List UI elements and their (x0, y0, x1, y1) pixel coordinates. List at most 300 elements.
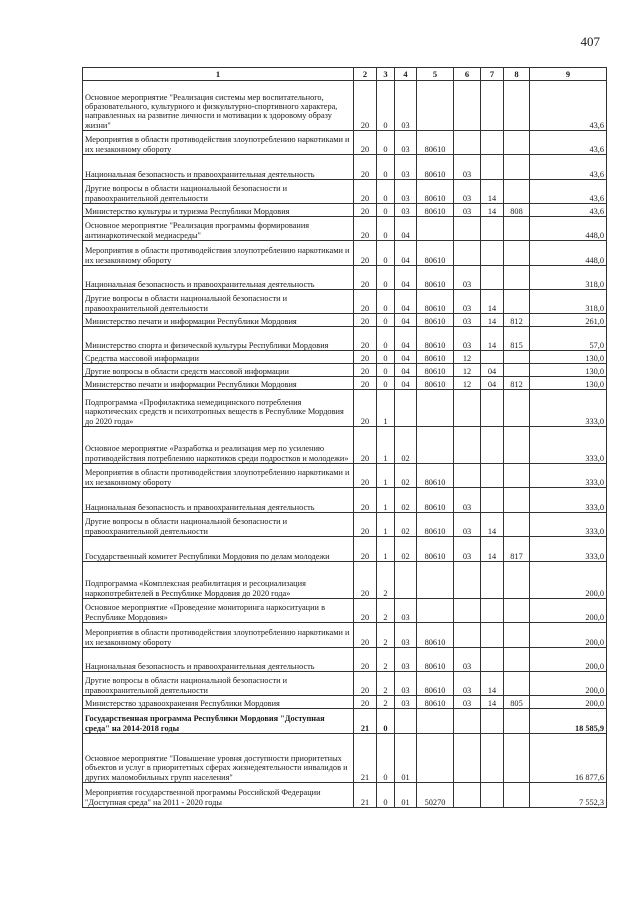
row-sum-cell: 7 552,3 (530, 783, 607, 808)
row-code-cell: 21 (354, 709, 377, 734)
row-code-cell: 805 (504, 696, 530, 709)
table-row (83, 290, 607, 314)
row-sum-cell: 318,0 (530, 290, 607, 314)
row-name-cell: Другие вопросы в области национальной безопасности и правоохранительной деятельности (83, 513, 354, 537)
row-sum-cell: 333,0 (530, 427, 607, 464)
row-code-cell: 02 (395, 464, 417, 488)
row-code-cell: 2 (377, 672, 395, 696)
row-code-cell: 0 (377, 314, 395, 327)
row-code-cell (395, 562, 417, 599)
row-sum-cell: 200,0 (530, 562, 607, 599)
row-code-cell: 04 (395, 364, 417, 377)
row-code-cell: 03 (454, 513, 481, 537)
row-code-cell: 817 (504, 537, 530, 562)
row-code-cell: 20 (354, 327, 377, 351)
row-code-cell (417, 427, 454, 464)
row-code-cell (454, 390, 481, 427)
row-name-cell: Мероприятия в области противодействия злоупотреблению наркотиками и их незаконному обороту (83, 241, 354, 266)
row-code-cell: 0 (377, 204, 395, 217)
row-code-cell (481, 464, 504, 488)
row-code-cell: 80610 (417, 623, 454, 648)
row-code-cell: 04 (395, 241, 417, 266)
row-code-cell: 04 (395, 290, 417, 314)
row-code-cell: 80610 (417, 327, 454, 351)
table-row (83, 464, 607, 488)
row-code-cell (454, 709, 481, 734)
table-row (83, 537, 607, 562)
row-code-cell: 02 (395, 537, 417, 562)
row-code-cell: 0 (377, 180, 395, 204)
table-row (83, 696, 607, 709)
row-code-cell: 01 (395, 734, 417, 783)
row-code-cell: 02 (395, 427, 417, 464)
row-code-cell: 20 (354, 696, 377, 709)
row-sum-cell: 130,0 (530, 351, 607, 364)
row-code-cell (417, 390, 454, 427)
row-code-cell: 20 (354, 81, 377, 131)
row-code-cell (481, 623, 504, 648)
row-code-cell (504, 648, 530, 672)
row-code-cell: 20 (354, 427, 377, 464)
table-row (83, 672, 607, 696)
column-header-9: 9 (530, 68, 607, 81)
row-code-cell: 80610 (417, 351, 454, 364)
row-sum-cell: 200,0 (530, 648, 607, 672)
table-row (83, 204, 607, 217)
row-code-cell (417, 709, 454, 734)
row-name-cell: Мероприятия в области противодействия злоупотреблению наркотиками и их незаконному обороту (83, 623, 354, 648)
row-name-cell: Средства массовой информации (83, 351, 354, 364)
row-code-cell: 04 (395, 266, 417, 290)
table-body (83, 81, 607, 808)
row-code-cell: 04 (395, 327, 417, 351)
table-row (83, 241, 607, 266)
table-row (83, 709, 607, 734)
row-code-cell: 20 (354, 266, 377, 290)
row-code-cell: 03 (454, 180, 481, 204)
row-code-cell (454, 131, 481, 155)
row-name-cell: Другие вопросы в области национальной безопасности и правоохранительной деятельности (83, 290, 354, 314)
row-code-cell: 808 (504, 204, 530, 217)
table-row (83, 351, 607, 364)
row-code-cell: 03 (454, 327, 481, 351)
table-row (83, 648, 607, 672)
row-code-cell: 14 (481, 180, 504, 204)
row-code-cell: 1 (377, 427, 395, 464)
row-code-cell: 20 (354, 623, 377, 648)
row-code-cell: 03 (395, 155, 417, 180)
row-code-cell: 20 (354, 599, 377, 623)
row-code-cell (454, 599, 481, 623)
row-code-cell: 20 (354, 648, 377, 672)
row-code-cell: 0 (377, 377, 395, 390)
row-code-cell: 21 (354, 783, 377, 808)
row-code-cell: 04 (395, 217, 417, 241)
row-code-cell (504, 623, 530, 648)
row-code-cell (481, 266, 504, 290)
row-code-cell (504, 464, 530, 488)
row-code-cell: 20 (354, 390, 377, 427)
row-code-cell: 2 (377, 648, 395, 672)
row-sum-cell: 333,0 (530, 464, 607, 488)
row-sum-cell: 200,0 (530, 599, 607, 623)
row-code-cell: 03 (454, 290, 481, 314)
table-row (83, 327, 607, 351)
row-code-cell (454, 464, 481, 488)
row-code-cell: 20 (354, 217, 377, 241)
row-code-cell (481, 390, 504, 427)
row-name-cell: Мероприятия в области противодействия злоупотреблению наркотиками и их незаконному обороту (83, 131, 354, 155)
budget-table (82, 67, 607, 808)
row-sum-cell: 43,6 (530, 204, 607, 217)
row-code-cell (504, 513, 530, 537)
row-code-cell: 50270 (417, 783, 454, 808)
table-row (83, 180, 607, 204)
row-code-cell: 21 (354, 734, 377, 783)
row-code-cell: 2 (377, 623, 395, 648)
row-sum-cell: 130,0 (530, 364, 607, 377)
table-row (83, 562, 607, 599)
row-code-cell: 812 (504, 377, 530, 390)
row-code-cell: 20 (354, 204, 377, 217)
row-code-cell: 80610 (417, 464, 454, 488)
row-code-cell (454, 427, 481, 464)
row-code-cell: 03 (395, 131, 417, 155)
row-code-cell: 03 (454, 672, 481, 696)
row-code-cell (504, 709, 530, 734)
row-code-cell: 0 (377, 783, 395, 808)
row-code-cell: 03 (395, 696, 417, 709)
row-code-cell: 812 (504, 314, 530, 327)
row-sum-cell: 261,0 (530, 314, 607, 327)
column-header-3: 3 (377, 68, 395, 81)
table-row (83, 783, 607, 808)
row-code-cell: 80610 (417, 513, 454, 537)
row-code-cell: 20 (354, 513, 377, 537)
row-code-cell (481, 155, 504, 180)
row-code-cell: 80610 (417, 314, 454, 327)
row-code-cell (395, 709, 417, 734)
row-code-cell (417, 81, 454, 131)
row-code-cell: 14 (481, 672, 504, 696)
row-code-cell: 80610 (417, 488, 454, 513)
row-code-cell: 0 (377, 266, 395, 290)
row-code-cell: 20 (354, 364, 377, 377)
row-code-cell: 1 (377, 513, 395, 537)
row-code-cell: 80610 (417, 696, 454, 709)
row-code-cell: 80610 (417, 290, 454, 314)
row-sum-cell: 16 877,6 (530, 734, 607, 783)
row-code-cell: 1 (377, 488, 395, 513)
row-sum-cell: 43,6 (530, 131, 607, 155)
row-code-cell (504, 427, 530, 464)
row-name-cell: Министерство печати и информации Республики Мордовия (83, 377, 354, 390)
row-code-cell (481, 734, 504, 783)
table-row (83, 427, 607, 464)
row-code-cell: 03 (454, 204, 481, 217)
row-code-cell (504, 488, 530, 513)
row-code-cell: 03 (454, 696, 481, 709)
row-code-cell: 20 (354, 537, 377, 562)
row-code-cell (504, 266, 530, 290)
row-code-cell (504, 734, 530, 783)
table-row (83, 734, 607, 783)
row-code-cell (481, 488, 504, 513)
row-sum-cell: 43,6 (530, 155, 607, 180)
row-name-cell: Основное мероприятие "Реализация программы формирования антинаркотической медиасреды" (83, 217, 354, 241)
row-code-cell (504, 217, 530, 241)
row-name-cell: Основное мероприятие «Проведение мониторинга наркоситуации в Республике Мордовия» (83, 599, 354, 623)
row-sum-cell: 448,0 (530, 241, 607, 266)
row-code-cell (504, 364, 530, 377)
row-code-cell: 0 (377, 327, 395, 351)
row-code-cell (454, 734, 481, 783)
row-code-cell (417, 734, 454, 783)
row-code-cell: 20 (354, 314, 377, 327)
row-name-cell: Мероприятия в области противодействия злоупотреблению наркотиками и их незаконному обороту (83, 464, 354, 488)
column-header-7: 7 (481, 68, 504, 81)
row-code-cell: 20 (354, 351, 377, 364)
row-code-cell: 2 (377, 696, 395, 709)
row-code-cell: 1 (377, 390, 395, 427)
column-header-4: 4 (395, 68, 417, 81)
row-code-cell (504, 155, 530, 180)
table-row (83, 155, 607, 180)
table-row (83, 364, 607, 377)
column-header-8: 8 (504, 68, 530, 81)
row-name-cell: Министерство культуры и туризма Республики Мордовия (83, 204, 354, 217)
row-code-cell: 0 (377, 131, 395, 155)
row-code-cell: 03 (395, 204, 417, 217)
row-name-cell: Национальная безопасность и правоохранительная деятельность (83, 155, 354, 180)
row-sum-cell: 333,0 (530, 513, 607, 537)
row-sum-cell: 130,0 (530, 377, 607, 390)
row-code-cell: 03 (395, 180, 417, 204)
row-code-cell: 03 (454, 648, 481, 672)
row-name-cell: Государственный комитет Республики Мордовия по делам молодежи (83, 537, 354, 562)
column-header-1: 1 (83, 68, 354, 81)
row-code-cell (481, 599, 504, 623)
row-code-cell: 03 (395, 81, 417, 131)
row-code-cell: 80610 (417, 131, 454, 155)
table-row (83, 513, 607, 537)
table-row (83, 599, 607, 623)
row-code-cell: 02 (395, 513, 417, 537)
row-code-cell: 80610 (417, 672, 454, 696)
row-code-cell: 80610 (417, 364, 454, 377)
row-code-cell (481, 783, 504, 808)
row-code-cell (454, 783, 481, 808)
row-code-cell (504, 562, 530, 599)
row-code-cell: 12 (454, 377, 481, 390)
row-code-cell (504, 390, 530, 427)
row-code-cell (481, 562, 504, 599)
row-name-cell: Министерство печати и информации Республики Мордовия (83, 314, 354, 327)
row-code-cell: 12 (454, 351, 481, 364)
row-name-cell: Национальная безопасность и правоохранительная деятельность (83, 648, 354, 672)
table-row (83, 131, 607, 155)
row-code-cell: 04 (395, 314, 417, 327)
row-code-cell: 03 (454, 314, 481, 327)
row-code-cell: 2 (377, 562, 395, 599)
row-code-cell: 20 (354, 180, 377, 204)
row-code-cell: 0 (377, 155, 395, 180)
column-header-5: 5 (417, 68, 454, 81)
row-code-cell (504, 351, 530, 364)
row-code-cell: 80610 (417, 241, 454, 266)
row-name-cell: Другие вопросы в области национальной безопасности и правоохранительной деятельности (83, 180, 354, 204)
row-code-cell: 20 (354, 488, 377, 513)
row-code-cell (504, 290, 530, 314)
row-name-cell: Национальная безопасность и правоохранительная деятельность (83, 488, 354, 513)
table-row (83, 377, 607, 390)
row-code-cell: 80610 (417, 180, 454, 204)
row-sum-cell: 448,0 (530, 217, 607, 241)
row-code-cell: 04 (481, 377, 504, 390)
row-code-cell: 1 (377, 464, 395, 488)
row-code-cell (481, 81, 504, 131)
row-code-cell (481, 241, 504, 266)
row-code-cell: 20 (354, 241, 377, 266)
row-sum-cell: 18 585,9 (530, 709, 607, 734)
row-code-cell: 20 (354, 377, 377, 390)
row-name-cell: Мероприятия государственной программы Российской Федерации "Доступная среда" на 2011 - 2020 годы (83, 783, 354, 808)
row-code-cell: 04 (395, 377, 417, 390)
row-code-cell: 03 (454, 266, 481, 290)
row-code-cell: 14 (481, 513, 504, 537)
row-code-cell: 80610 (417, 537, 454, 562)
table-row (83, 623, 607, 648)
row-code-cell: 01 (395, 783, 417, 808)
row-sum-cell: 200,0 (530, 623, 607, 648)
row-code-cell (504, 81, 530, 131)
row-code-cell: 02 (395, 488, 417, 513)
row-code-cell: 14 (481, 290, 504, 314)
row-name-cell: Основное мероприятие "Реализация системы мер воспитательного, образовательного, культурного и физкультурно-спортивного характера, направленных на развитие личности и мотивации к здоровому образу жизни" (83, 81, 354, 131)
table-row (83, 217, 607, 241)
row-sum-cell: 43,6 (530, 81, 607, 131)
row-code-cell (417, 217, 454, 241)
row-code-cell: 03 (395, 672, 417, 696)
row-code-cell (454, 241, 481, 266)
row-name-cell: Подпрограмма «Профилактика немедицинского потребления наркотических средств и психотропных веществ в Республике Мордовия до 2020 года» (83, 390, 354, 427)
table-row (83, 390, 607, 427)
row-sum-cell: 318,0 (530, 266, 607, 290)
row-code-cell: 0 (377, 351, 395, 364)
row-code-cell: 80610 (417, 155, 454, 180)
row-code-cell (504, 599, 530, 623)
row-code-cell (504, 241, 530, 266)
row-name-cell: Основное мероприятие "Повышение уровня доступности приоритетных объектов и услуг в приоритетных сферах жизнедеятельности инвалидов и других маломобильных групп населения" (83, 734, 354, 783)
row-code-cell: 12 (454, 364, 481, 377)
table-row (83, 266, 607, 290)
row-code-cell (481, 427, 504, 464)
row-name-cell: Национальная безопасность и правоохранительная деятельность (83, 266, 354, 290)
row-code-cell (454, 623, 481, 648)
row-code-cell: 03 (395, 648, 417, 672)
row-code-cell (417, 599, 454, 623)
row-code-cell: 14 (481, 696, 504, 709)
row-code-cell: 0 (377, 364, 395, 377)
row-code-cell (481, 217, 504, 241)
row-code-cell: 14 (481, 204, 504, 217)
row-code-cell: 03 (395, 623, 417, 648)
row-code-cell (504, 672, 530, 696)
row-code-cell (481, 131, 504, 155)
row-name-cell: Подпрограмма «Комплексная реабилитация и ресоциализация наркопотребителей в Республике Мордовия до 2020 года» (83, 562, 354, 599)
header-row (83, 68, 607, 81)
row-code-cell (481, 648, 504, 672)
row-code-cell: 03 (454, 537, 481, 562)
row-code-cell: 03 (454, 155, 481, 180)
page-number: 407 (580, 34, 600, 49)
row-code-cell: 20 (354, 464, 377, 488)
row-code-cell: 80610 (417, 377, 454, 390)
row-code-cell: 20 (354, 562, 377, 599)
row-sum-cell: 200,0 (530, 696, 607, 709)
row-code-cell: 0 (377, 290, 395, 314)
row-code-cell: 2 (377, 599, 395, 623)
row-code-cell: 14 (481, 314, 504, 327)
row-name-cell: Другие вопросы в области средств массовой информации (83, 364, 354, 377)
row-code-cell: 04 (395, 351, 417, 364)
row-sum-cell: 333,0 (530, 537, 607, 562)
row-code-cell: 20 (354, 290, 377, 314)
column-header-2: 2 (354, 68, 377, 81)
row-name-cell: Министерство здравоохранения Республики Мордовия (83, 696, 354, 709)
table-row (83, 488, 607, 513)
row-code-cell: 0 (377, 241, 395, 266)
row-code-cell: 0 (377, 734, 395, 783)
row-code-cell: 1 (377, 537, 395, 562)
row-sum-cell: 43,6 (530, 180, 607, 204)
row-code-cell: 03 (454, 488, 481, 513)
table-row (83, 81, 607, 131)
row-code-cell (417, 562, 454, 599)
row-code-cell (504, 180, 530, 204)
row-code-cell: 03 (395, 599, 417, 623)
row-sum-cell: 57,0 (530, 327, 607, 351)
row-name-cell: Государственная программа Республики Мордовия "Доступная среда" на 2014-2018 годы (83, 709, 354, 734)
row-name-cell: Министерство спорта и физической культуры Республики Мордовия (83, 327, 354, 351)
table-row (83, 314, 607, 327)
row-sum-cell: 200,0 (530, 672, 607, 696)
row-code-cell: 20 (354, 672, 377, 696)
row-code-cell: 80610 (417, 204, 454, 217)
row-sum-cell: 333,0 (530, 488, 607, 513)
row-code-cell: 14 (481, 327, 504, 351)
row-code-cell: 0 (377, 217, 395, 241)
row-name-cell: Основное мероприятие «Разработка и реализация мер по усилению противодействия потреблению наркотиков среди подростков и молодежи» (83, 427, 354, 464)
row-name-cell: Другие вопросы в области национальной безопасности и правоохранительной деятельности (83, 672, 354, 696)
row-code-cell: 0 (377, 81, 395, 131)
row-code-cell (454, 81, 481, 131)
row-code-cell: 04 (481, 364, 504, 377)
row-code-cell (504, 131, 530, 155)
row-code-cell (504, 783, 530, 808)
row-code-cell (481, 351, 504, 364)
row-code-cell: 815 (504, 327, 530, 351)
row-code-cell: 14 (481, 537, 504, 562)
row-code-cell (454, 562, 481, 599)
column-header-6: 6 (454, 68, 481, 81)
row-code-cell: 0 (377, 709, 395, 734)
row-code-cell: 80610 (417, 648, 454, 672)
row-sum-cell: 333,0 (530, 390, 607, 427)
row-code-cell: 20 (354, 131, 377, 155)
row-code-cell (395, 390, 417, 427)
row-code-cell (481, 709, 504, 734)
